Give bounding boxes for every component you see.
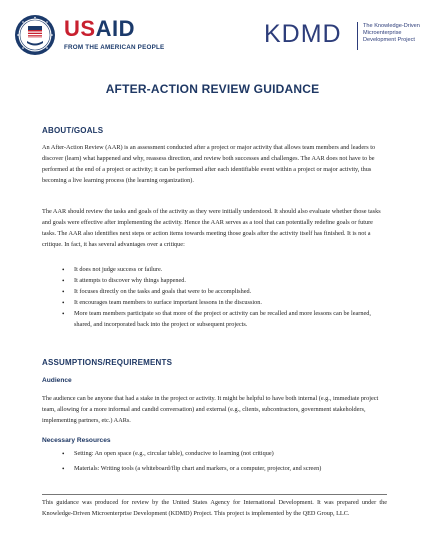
list-item: • Materials: Writing tools (a whiteboard/flip chart and markers, or a computer, projector, and screen)	[42, 464, 387, 475]
advantages-list	[42, 265, 387, 330]
footer-divider	[42, 494, 387, 495]
audience-paragraph: The audience can be anyone that had a stake in the project or activity. It might be helpful to have both internal (e.g., immediate project team, allowing for a more informal and candid conversation) and external (e.g., clients, subcontractors, government stakeholders, implementing partners, etc.) AARs.	[42, 395, 379, 424]
list-item: • It does not judge success or failure.	[42, 265, 387, 276]
about-paragraph-1: An After-Action Review (AAR) is an assessment conducted after a project or major activity that allows team members and leaders to discover (learn) what happened and why, reassess direction, and review both successes and challenges. The AAR does not have to be performed at the end of a project or activity; it can be performed after each identifiable event within a project or major activity, thus becoming a live learning process (the learning organization).	[42, 144, 376, 184]
subheading-resources: Necessary Resources	[42, 437, 111, 444]
list-item: • Setting: An open space (e.g., circular table), conducive to learning (not critique)	[42, 449, 387, 460]
usaid-logo	[64, 16, 135, 42]
list-item: • More team members participate so that more of the project or activity can be recalled and more lessons can be learned, shared, and incorporated back into the project or subsequent projects.	[42, 309, 387, 331]
section-heading-about: ABOUT/GOALS	[42, 126, 104, 135]
footer-note: This guidance was produced for review by the United States Agency for International Development. It was prepared under the Knowledge-Driven Microenterprise Development (KDMD) Project. This project is implemented by the QED Group, LLC.	[42, 499, 387, 517]
section-heading-assumptions: ASSUMPTIONS/REQUIREMENTS	[42, 358, 173, 367]
kdmd-subtitle: The Knowledge-Driven Microenterprise Development Project	[363, 23, 420, 43]
list-item: • It attempts to discover why things happened.	[42, 276, 387, 287]
usaid-logo-aid: AID	[95, 16, 135, 41]
usaid-logo-text	[64, 16, 135, 41]
page-header	[14, 14, 420, 60]
usaid-seal-icon	[14, 14, 56, 56]
list-item: • It focuses directly on the tasks and goals that were to be accomplished.	[42, 287, 387, 298]
resources-list	[42, 449, 387, 475]
usaid-tagline: FROM THE AMERICAN PEOPLE	[64, 44, 165, 51]
subheading-audience: Audience	[42, 377, 72, 384]
usaid-logo-us: US	[64, 16, 96, 41]
page-title: AFTER-ACTION REVIEW GUIDANCE	[105, 82, 320, 96]
kdmd-logo: KDMD	[264, 20, 342, 48]
list-item: • It encourages team members to surface important lessons in the discussion.	[42, 298, 387, 309]
kdmd-divider	[357, 22, 358, 50]
about-paragraph-2: The AAR should review the tasks and goals of the activity as they were initially understood. It should also evaluate whether those tasks and goals were effective after implementing the activity. Hence the AAR serves as a tool that can potentially redefine goals or future tasks. The AAR also identifies next steps or action items towards meeting those goals after the activity itself has finished. It is not a critique. In fact, it has several advantages over a critique:	[42, 208, 381, 248]
